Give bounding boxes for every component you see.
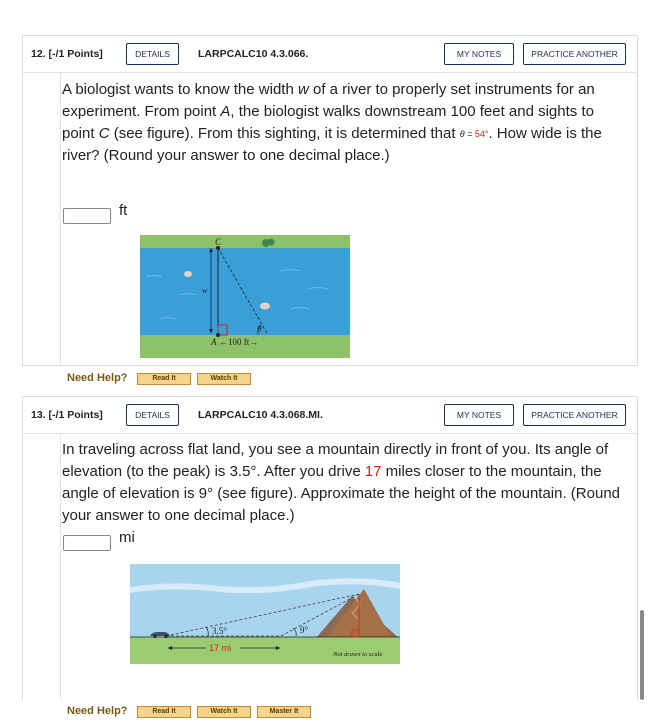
rock-right — [260, 303, 270, 310]
need-help-label: Need Help? — [67, 372, 128, 384]
river-figure — [140, 235, 350, 358]
bush-icon — [268, 239, 275, 246]
question-body — [60, 434, 637, 717]
answer-unit: ft — [119, 202, 128, 219]
need-help-label: Need Help? — [67, 705, 128, 717]
answer-unit: mi — [119, 529, 135, 546]
read-it-button[interactable]: Read It — [137, 706, 191, 718]
watch-it-button[interactable]: Watch It — [197, 373, 251, 385]
answer-input[interactable] — [63, 208, 111, 224]
not-to-scale-note: Not drawn to scale — [333, 651, 383, 658]
question-header — [23, 397, 637, 434]
need-help-row — [67, 703, 327, 723]
mountain-figure — [130, 564, 400, 664]
need-help-row — [67, 370, 267, 390]
question-code: LARPCALC10 4.3.066. — [198, 48, 309, 60]
details-button[interactable]: DETAILS — [126, 404, 179, 426]
car-wheel — [153, 635, 156, 638]
point-c-label: C — [215, 237, 222, 247]
read-it-button[interactable]: Read It — [137, 373, 191, 385]
angle-1-label: 3.5° — [212, 626, 227, 636]
scrollbar-thumb[interactable] — [640, 610, 644, 700]
question-body — [60, 73, 637, 384]
practice-another-button[interactable]: PRACTICE ANOTHER — [523, 43, 626, 65]
answer-input[interactable] — [63, 535, 111, 551]
my-notes-button[interactable]: MY NOTES — [444, 404, 514, 426]
theta-label: θ — [257, 324, 262, 334]
question-header — [23, 36, 637, 73]
answer-row — [63, 202, 153, 224]
question-text: A biologist wants to know the width w of a river to properly set instruments for an experiment. From point A, the biologist walks downstream 100 feet and sights to point C (see figure). From this sighting, it is determined that θ = 54°. How wide is the river? (Round your answer to one decimal place.) — [62, 81, 602, 164]
question-12 — [22, 35, 638, 384]
question-number: 12. [-/1 Points] — [31, 48, 103, 60]
watch-it-button[interactable]: Watch It — [197, 706, 251, 718]
details-button[interactable]: DETAILS — [126, 43, 179, 65]
theta-expression: θ = 54° — [459, 129, 489, 139]
distance-label: ←100 ft→ — [219, 337, 259, 347]
far-riverbank — [140, 235, 350, 248]
car-wheel — [164, 635, 167, 638]
angle-2-label: 9° — [300, 625, 309, 635]
width-label: w — [202, 286, 208, 295]
my-notes-button[interactable]: MY NOTES — [444, 43, 514, 65]
question-number: 13. [-/1 Points] — [31, 409, 103, 421]
question-code: LARPCALC10 4.3.068.MI. — [198, 409, 323, 421]
rock-left — [184, 271, 192, 277]
answer-row — [63, 529, 153, 551]
practice-another-button[interactable]: PRACTICE ANOTHER — [523, 404, 626, 426]
point-a-label: A — [211, 337, 217, 347]
distance-label: 17 mi — [209, 643, 232, 653]
question-13 — [22, 396, 638, 717]
master-it-button[interactable]: Master It — [257, 706, 311, 718]
question-text: In traveling across flat land, you see a mountain directly in front of you. Its angle of elevation (to the peak) is 3.5°. After you drive 17 miles closer to the mountain, the angle of elevation is 9° (see figure). Approximate the height of the mountain. (Round your answer to one decimal place.) — [62, 441, 621, 524]
